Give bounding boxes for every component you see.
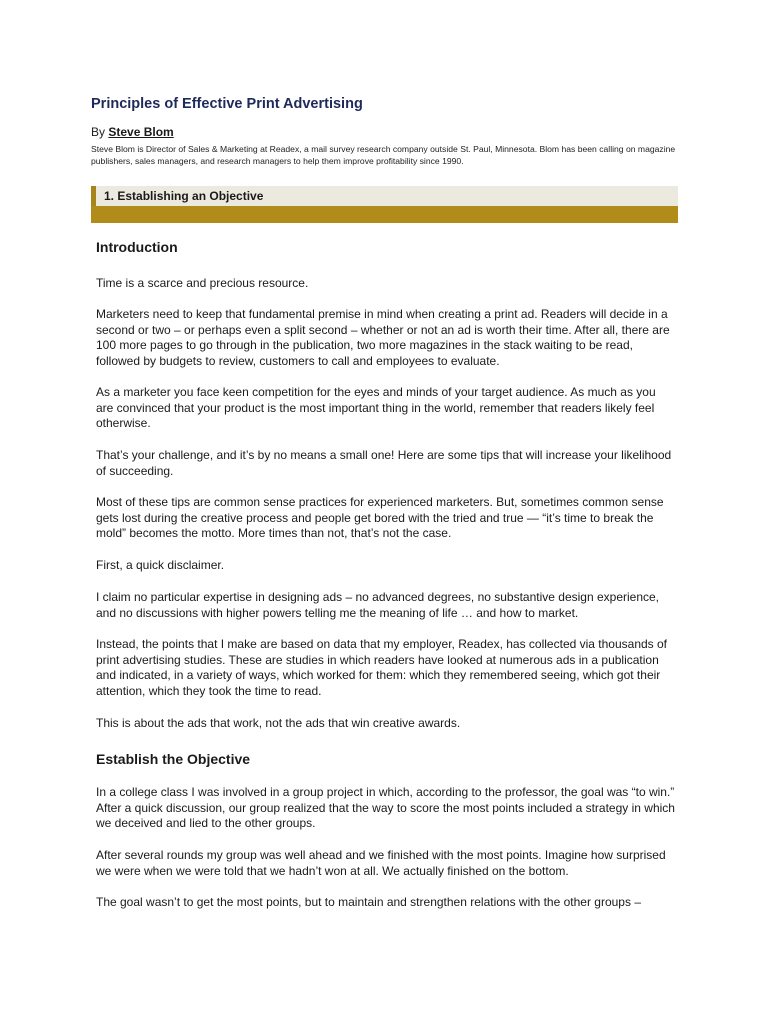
paragraph: Time is a scarce and precious resource. bbox=[96, 276, 309, 290]
paragraph: Marketers need to keep that fundamental premise in mind when creating a print ad. Readers will decide in a second or two – or perhaps even a split second – whether or not an ad is worth their time. After all, there are 100 more pages to go through in the publication, two more magazines in the stack waiting to be read, followed by budgets to review, customers to call and employees to evaluate. bbox=[96, 307, 670, 368]
paragraph: I claim no particular expertise in designing ads – no advanced degrees, no substantive design experience, and no discussions with higher powers telling me the meaning of life … and how to market. bbox=[96, 590, 660, 620]
section-bar-bottom bbox=[91, 206, 678, 223]
paragraph: First, a quick disclaimer. bbox=[96, 558, 225, 572]
paragraph: The goal wasn’t to get the most points, but to maintain and strengthen relations with the other groups – bbox=[96, 895, 641, 909]
heading-introduction: Introduction bbox=[96, 239, 178, 255]
paragraph: This is about the ads that work, not the ads that win creative awards. bbox=[96, 716, 461, 730]
paragraph: In a college class I was involved in a group project in which, according to the professor, the goal was “to win.” After a quick discussion, our group realized that the way to score the most points included a strategy in which we deceived and lied to the other groups. bbox=[96, 785, 675, 830]
section-title: 1. Establishing an Objective bbox=[104, 189, 264, 203]
section-header-bar bbox=[91, 186, 678, 223]
section-bar-accent bbox=[91, 186, 96, 206]
paragraph: That’s your challenge, and it’s by no means a small one! Here are some tips that will increase your likelihood of succeeding. bbox=[96, 448, 672, 478]
heading-establish-objective: Establish the Objective bbox=[96, 751, 251, 767]
paragraph: After several rounds my group was well ahead and we finished with the most points. Imagine how surprised we were when we were told that we hadn’t won at all. We actually finished on the bottom. bbox=[96, 848, 666, 878]
byline-prefix: By bbox=[91, 125, 106, 139]
paragraph: Instead, the points that I make are based on data that my employer, Readex, has collected via thousands of print advertising studies. These are studies in which readers have looked at numerous ads in a publication and indicated, in a variety of ways, which worked for them: which they remembered seeing, which got their attention, which they took the time to read. bbox=[96, 637, 668, 698]
paragraph: As a marketer you face keen competition for the eyes and minds of your target audience. As much as you are convinced that your product is the most important thing in the world, remember that readers likely feel otherwise. bbox=[96, 385, 656, 430]
author-bio: Steve Blom is Director of Sales & Marketing at Readex, a mail survey research company outside St. Paul, Minnesota. Blom has been calling on magazine publishers, sales managers, and research managers to help them improve profitability since 1990. bbox=[91, 144, 676, 166]
article-title: Principles of Effective Print Advertising bbox=[91, 96, 363, 112]
paragraph: Most of these tips are common sense practices for experienced marketers. But, sometimes common sense gets lost during the creative process and people get bored with the tried and true — “it’s time to break the mold” becomes the motto. More times than not, that’s not the case. bbox=[96, 495, 664, 540]
author-link[interactable]: Steve Blom bbox=[108, 125, 174, 139]
byline bbox=[91, 125, 174, 139]
